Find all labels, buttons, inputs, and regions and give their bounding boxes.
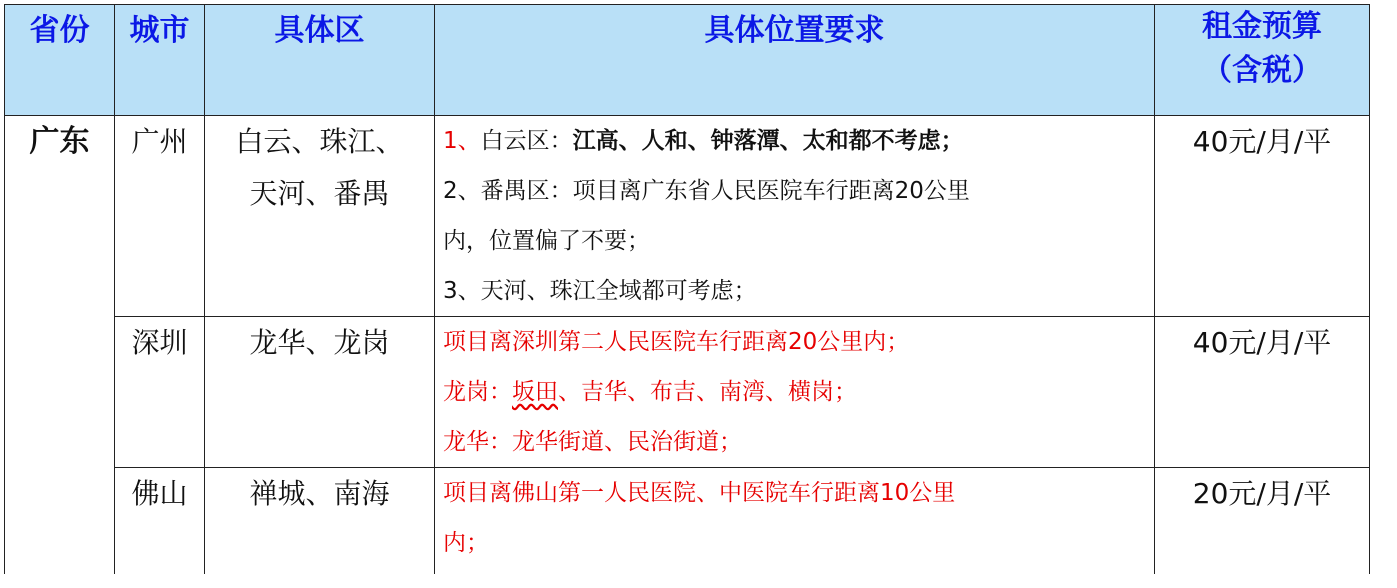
req-bold-text: 江高、人和、钟落潭、太和都不考虑； — [572, 128, 964, 154]
cell-district[interactable]: 龙华、龙岗 — [205, 317, 435, 468]
req-line: 内； — [443, 530, 489, 556]
cell-district[interactable]: 禅城、南海 — [205, 468, 435, 575]
req-num: 1、 — [443, 128, 481, 154]
req-text: 白云区： — [480, 128, 573, 154]
req-spellcheck-text: 坂田 — [512, 379, 558, 405]
cell-requirement[interactable] — [435, 317, 1155, 468]
table-row — [5, 317, 1370, 468]
header-district[interactable]: 具体区 — [205, 5, 435, 116]
cell-district[interactable] — [205, 116, 435, 317]
req-line — [443, 367, 1154, 417]
req-line: 项目离佛山第一人民医院、中医院车行距离10公里 — [443, 480, 956, 506]
header-budget-line2: （含税） — [1202, 53, 1322, 88]
header-budget-line1: 租金预算 — [1202, 9, 1322, 44]
req-line: 龙华：龙华街道、民治街道； — [443, 429, 742, 455]
header-city[interactable]: 城市 — [115, 5, 205, 116]
header-budget[interactable] — [1155, 5, 1370, 116]
req-line: 内，位置偏了不要； — [443, 228, 650, 254]
cell-requirement[interactable] — [435, 116, 1155, 317]
cell-city[interactable]: 深圳 — [115, 317, 205, 468]
header-province[interactable]: 省份 — [5, 5, 115, 116]
req-line: 项目离深圳第二人民医院车行距离20公里内； — [443, 329, 910, 355]
req-line: 2、番禺区：项目离广东省人民医院车行距离20公里 — [443, 178, 970, 204]
header-row — [5, 5, 1370, 116]
header-requirement[interactable]: 具体位置要求 — [435, 5, 1155, 116]
req-line: 3、天河、珠江全域都可考虑； — [443, 278, 757, 304]
district-line: 天河、番禺 — [249, 177, 390, 210]
table-row — [5, 116, 1370, 317]
table-row — [5, 468, 1370, 575]
cell-city[interactable]: 广州 — [115, 116, 205, 317]
cell-requirement[interactable] — [435, 468, 1155, 575]
req-text: 龙岗： — [443, 379, 512, 405]
req-text: 、吉华、布吉、南湾、横岗； — [558, 379, 857, 405]
cell-city[interactable]: 佛山 — [115, 468, 205, 575]
req-line — [443, 116, 1154, 166]
cell-budget[interactable]: 20元/月/平 — [1155, 468, 1370, 575]
cell-budget[interactable]: 40元/月/平 — [1155, 116, 1370, 317]
rental-requirements-table — [4, 4, 1370, 574]
cell-budget[interactable]: 40元/月/平 — [1155, 317, 1370, 468]
district-line: 白云、珠江、 — [235, 125, 404, 158]
cell-province[interactable]: 广东 — [5, 116, 115, 575]
